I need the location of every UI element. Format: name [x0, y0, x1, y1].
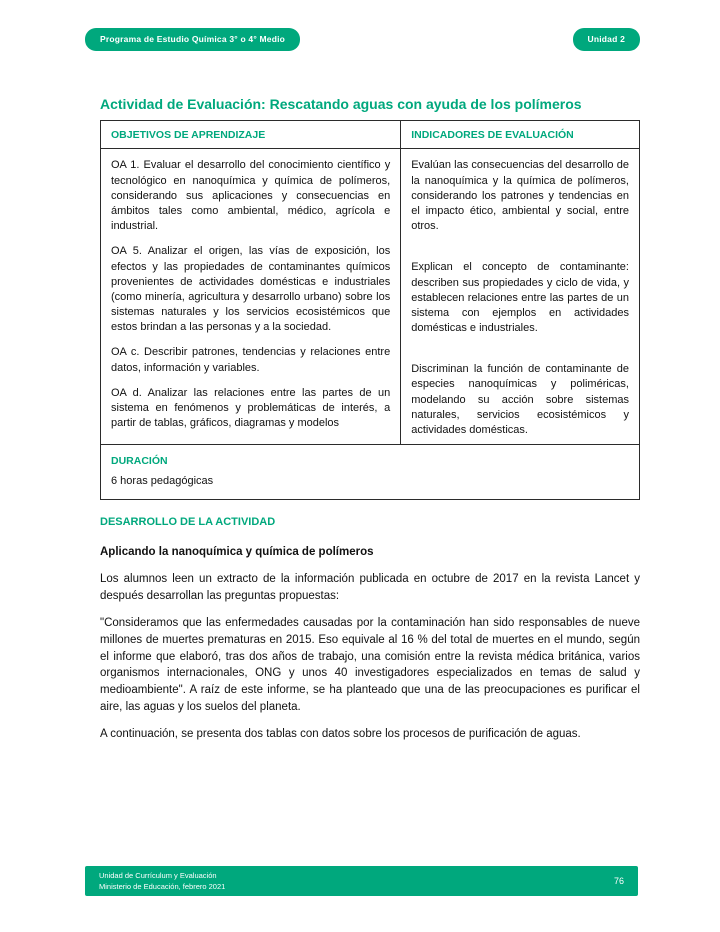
- duration-label: DURACIÓN: [111, 455, 168, 468]
- objective-item: OA 1. Evaluar el desarrollo del conocimiento científico y tecnológico en nanoquímica y química de polímeros, considerando sus aplicaciones y consecuencias en ámbitos tales como ambiental, médico, agrícola e industrial.: [111, 159, 391, 233]
- activity-paragraph: A continuación, se presenta dos tablas con datos sobre los procesos de purificación de aguas.: [100, 728, 581, 741]
- page-title: Actividad de Evaluación: Rescatando aguas con ayuda de los polímeros: [100, 96, 582, 113]
- indicator-item: Evalúan las consecuencias del desarrollo de la nanoquímica y la química de polímeros, considerando los patrones y tendencias en el impacto ético, ambiental y social, entre otros.: [411, 159, 629, 233]
- unit-badge: Unidad 2: [573, 28, 641, 51]
- objective-item: OA d. Analizar las relaciones entre las partes de un sistema en fenómenos y problemáticas de interés, a partir de tablas, gráficos, diagramas y modelos: [111, 386, 391, 430]
- indicator-item: Explican el concepto de contaminante: describen sus propiedades y ciclo de vida, y establecen relaciones entre las partes de un sistema con ejemplos en actividades domésticas e industriales.: [411, 261, 629, 335]
- activity-paragraph: "Consideramos que las enfermedades causadas por la contaminación han sido responsables de nueve millones de muertes prematuras en 2015. Eso equivale al 16 % del total de muertes en el mundo, según el informe que elaboró, tras dos años de trabajo, una comisión entre la revista médica británica, varios organismos internacionales, ONG y unos 40 investigadores especializados en temas de salud y medioambiente". A raíz de este informe, se ha planteado que una de las preocupaciones es purificar el aire, las aguas y los suelos del planeta.: [100, 617, 640, 713]
- top-badges-row: [85, 28, 640, 51]
- activity-subheading: Aplicando la nanoquímica y química de polímeros: [100, 546, 374, 558]
- indicators-header: INDICADORES DE EVALUACIÓN: [401, 121, 639, 149]
- objectives-header: OBJETIVOS DE APRENDIZAJE: [101, 121, 401, 149]
- evaluation-table: [100, 120, 640, 500]
- section-heading: DESARROLLO DE LA ACTIVIDAD: [100, 516, 276, 528]
- program-badge: Programa de Estudio Química 3° o 4° Medio: [85, 28, 300, 51]
- footer-org-line1: Unidad de Currículum y Evaluación: [99, 870, 217, 880]
- duration-value: 6 horas pedagógicas: [111, 474, 214, 487]
- indicator-item: Discriminan la función de contaminante de especies nanoquímicas y poliméricas, modelando su acción sobre sistemas naturales, servicios ecosistémicos y actividades domésticas.: [411, 363, 629, 436]
- objective-item: OA 5. Analizar el origen, las vías de exposición, los efectos y las propiedades de contaminantes químicos provenientes de actividades domésticas e industriales (como minería, agricultura y desarrollo urbano) sobre los sistemas naturales y los servicios ecosistémicos que estos brindan a las personas y a la sociedad.: [111, 245, 391, 334]
- activity-section: [100, 516, 640, 754]
- objective-item: OA c. Describir patrones, tendencias y relaciones entre datos, información y variables.: [111, 346, 391, 374]
- duration-row: [101, 444, 639, 499]
- page-number: 76: [613, 876, 624, 886]
- footer-org-line2: Ministerio de Educación, febrero 2021: [99, 882, 226, 891]
- footer-bar: [85, 866, 638, 896]
- footer-organization: [99, 870, 225, 893]
- activity-paragraph: Los alumnos leen un extracto de la información publicada en octubre de 2017 en la revista Lancet y después desarrollan las preguntas propuestas:: [100, 573, 640, 602]
- indicators-cell: [401, 149, 639, 444]
- objectives-cell: [101, 149, 401, 444]
